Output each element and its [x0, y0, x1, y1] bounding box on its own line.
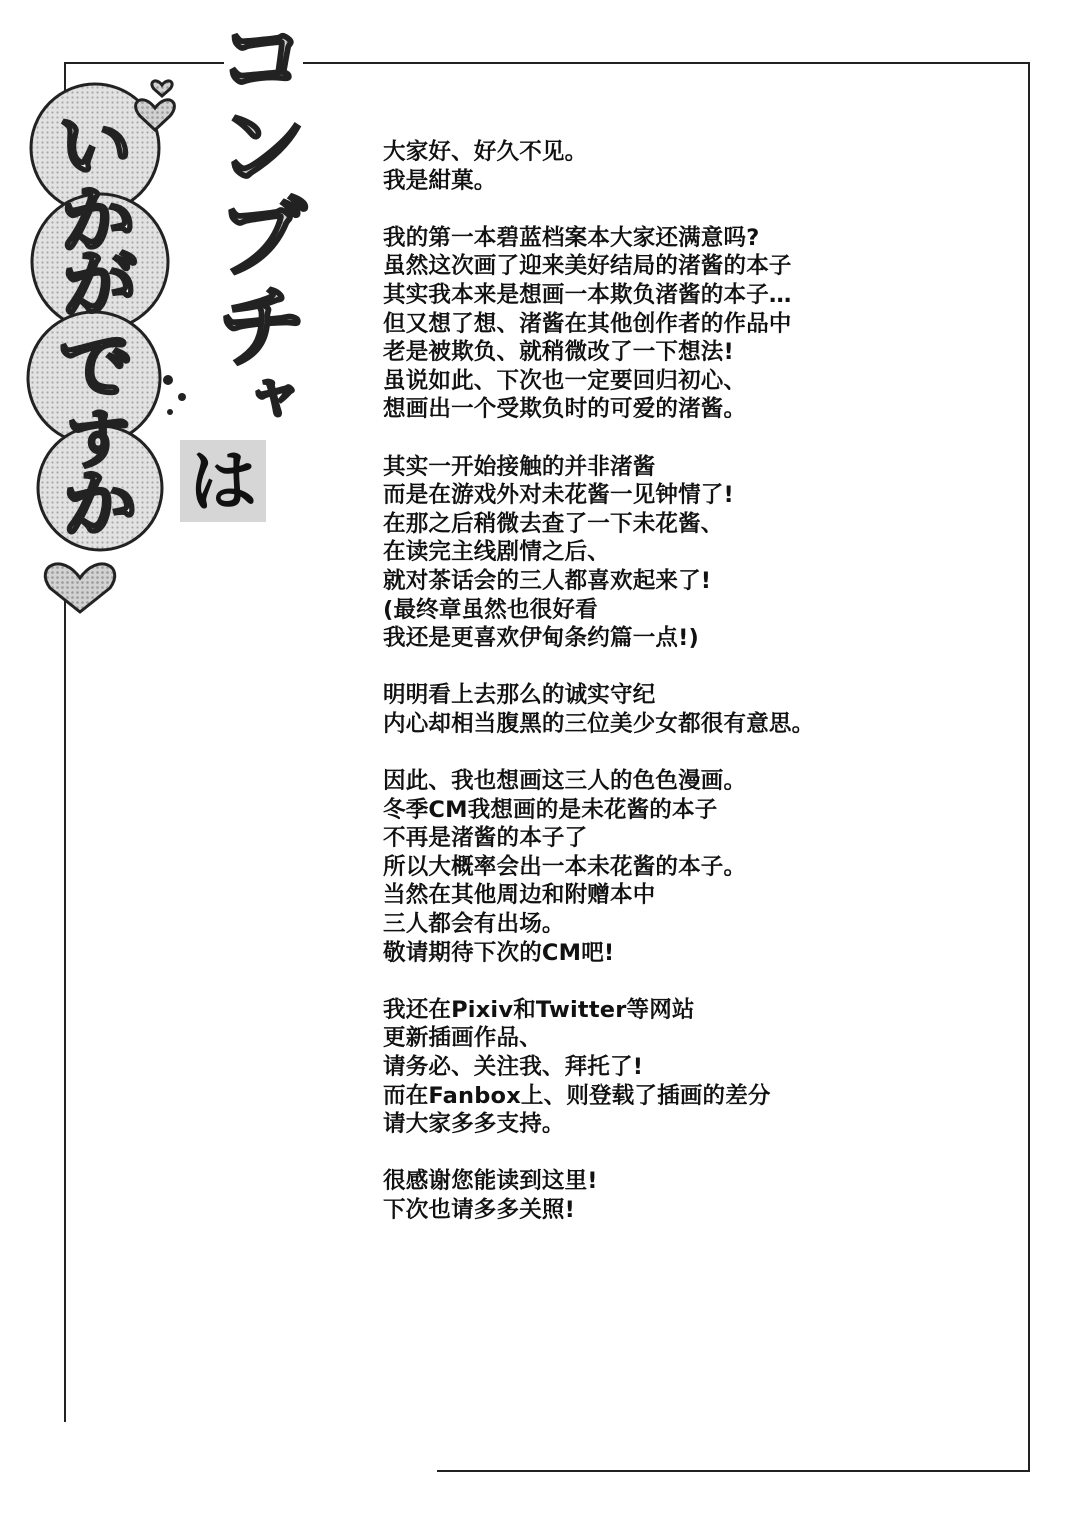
text-line: 虽然这次画了迎来美好结局的渚酱的本子: [383, 253, 792, 280]
text-line: 其实一开始接触的并非渚酱: [383, 453, 656, 480]
svg-text:ャ: ャ: [247, 361, 303, 426]
svg-text:が: が: [63, 242, 137, 328]
svg-text:い: い: [58, 104, 132, 190]
text-line: 更新插画作品、: [383, 1025, 542, 1052]
paragraph-gap: [383, 424, 1003, 453]
text-line: 不再是渚酱的本子了: [383, 825, 588, 852]
text-line: 大家好、好久不见。: [383, 139, 588, 165]
text-line: 当然在其他周边和附赠本中: [383, 882, 656, 909]
text-line: 所以大概率会出一本未花酱的本子。: [383, 853, 747, 880]
svg-text:ン: ン: [217, 96, 307, 199]
title-logo: [0, 0, 330, 620]
afterword-text: [383, 138, 1003, 1225]
text-line: 我是紺菓。: [383, 167, 497, 194]
text-line: 明明看上去那么的诚实守纪: [383, 682, 656, 709]
text-line: 老是被欺负、就稍微改了一下想法!: [383, 339, 734, 366]
text-line: 其实我本来是想画一本欺负渚酱的本子…: [383, 281, 792, 308]
text-line: 内心却相当腹黑的三位美少女都很有意思。: [383, 710, 815, 737]
text-line: 三人都会有出场。: [383, 911, 565, 938]
title-line2: [58, 104, 137, 548]
text-line: 请务必、关注我、拜托了!: [383, 1054, 644, 1080]
text-line: 但又想了想、渚酱在其他创作者的作品中: [383, 310, 792, 337]
text-line: 而在Fanbox上、则登载了插画的差分: [383, 1082, 771, 1109]
paragraph-gap: [383, 967, 1003, 996]
paragraph-gap: [383, 1139, 1003, 1168]
text-line: 很感谢您能读到这里!: [383, 1168, 598, 1195]
svg-text:で: で: [59, 324, 133, 410]
small-dots: [163, 375, 186, 415]
frame-top-border: [303, 62, 1030, 64]
text-line: 虽说如此、下次也一定要回归初心、: [383, 367, 747, 394]
text-line: 冬季CM我想画的是未花酱的本子: [383, 796, 718, 823]
frame-right-border: [1028, 62, 1030, 1472]
title-particle: [180, 440, 266, 522]
paragraph-gap: [383, 738, 1003, 767]
text-line: 我还是更喜欢伊甸条约篇一点!): [383, 625, 700, 652]
text-line: 请大家多多支持。: [383, 1111, 565, 1138]
svg-text:チ: チ: [217, 276, 307, 379]
text-line: 下次也请多多关照!: [383, 1196, 576, 1223]
frame-bottom-border: [437, 1470, 1030, 1472]
svg-text:ブ: ブ: [217, 186, 307, 289]
text-line: (最终章虽然也很好看: [383, 596, 598, 623]
text-line: 而是在游戏外对未花酱一见钟情了!: [383, 482, 734, 509]
svg-text:す: す: [66, 404, 130, 478]
svg-text:か: か: [63, 462, 137, 548]
text-line: 在那之后稍微去查了一下未花酱、: [383, 510, 724, 537]
svg-text:か: か: [61, 178, 135, 264]
text-line: 我的第一本碧蓝档案本大家还满意吗?: [383, 224, 760, 251]
paragraph-gap: [383, 195, 1003, 224]
text-line: 想画出一个受欺负时的可爱的渚酱。: [383, 396, 747, 423]
text-line: 我还在Pixiv和Twitter等网站: [383, 996, 695, 1023]
text-line: 因此、我也想画这三人的色色漫画。: [383, 768, 747, 795]
text-line: 敬请期待下次的CM吧!: [383, 939, 615, 966]
text-line: 就对茶话会的三人都喜欢起来了!: [383, 567, 712, 594]
svg-text:は: は: [188, 443, 258, 522]
text-line: 在读完主线剧情之后、: [383, 539, 611, 566]
svg-text:コ: コ: [217, 8, 307, 111]
frame-left-border: [64, 600, 66, 1422]
paragraph-gap: [383, 653, 1003, 682]
title-line1: [218, 8, 307, 426]
